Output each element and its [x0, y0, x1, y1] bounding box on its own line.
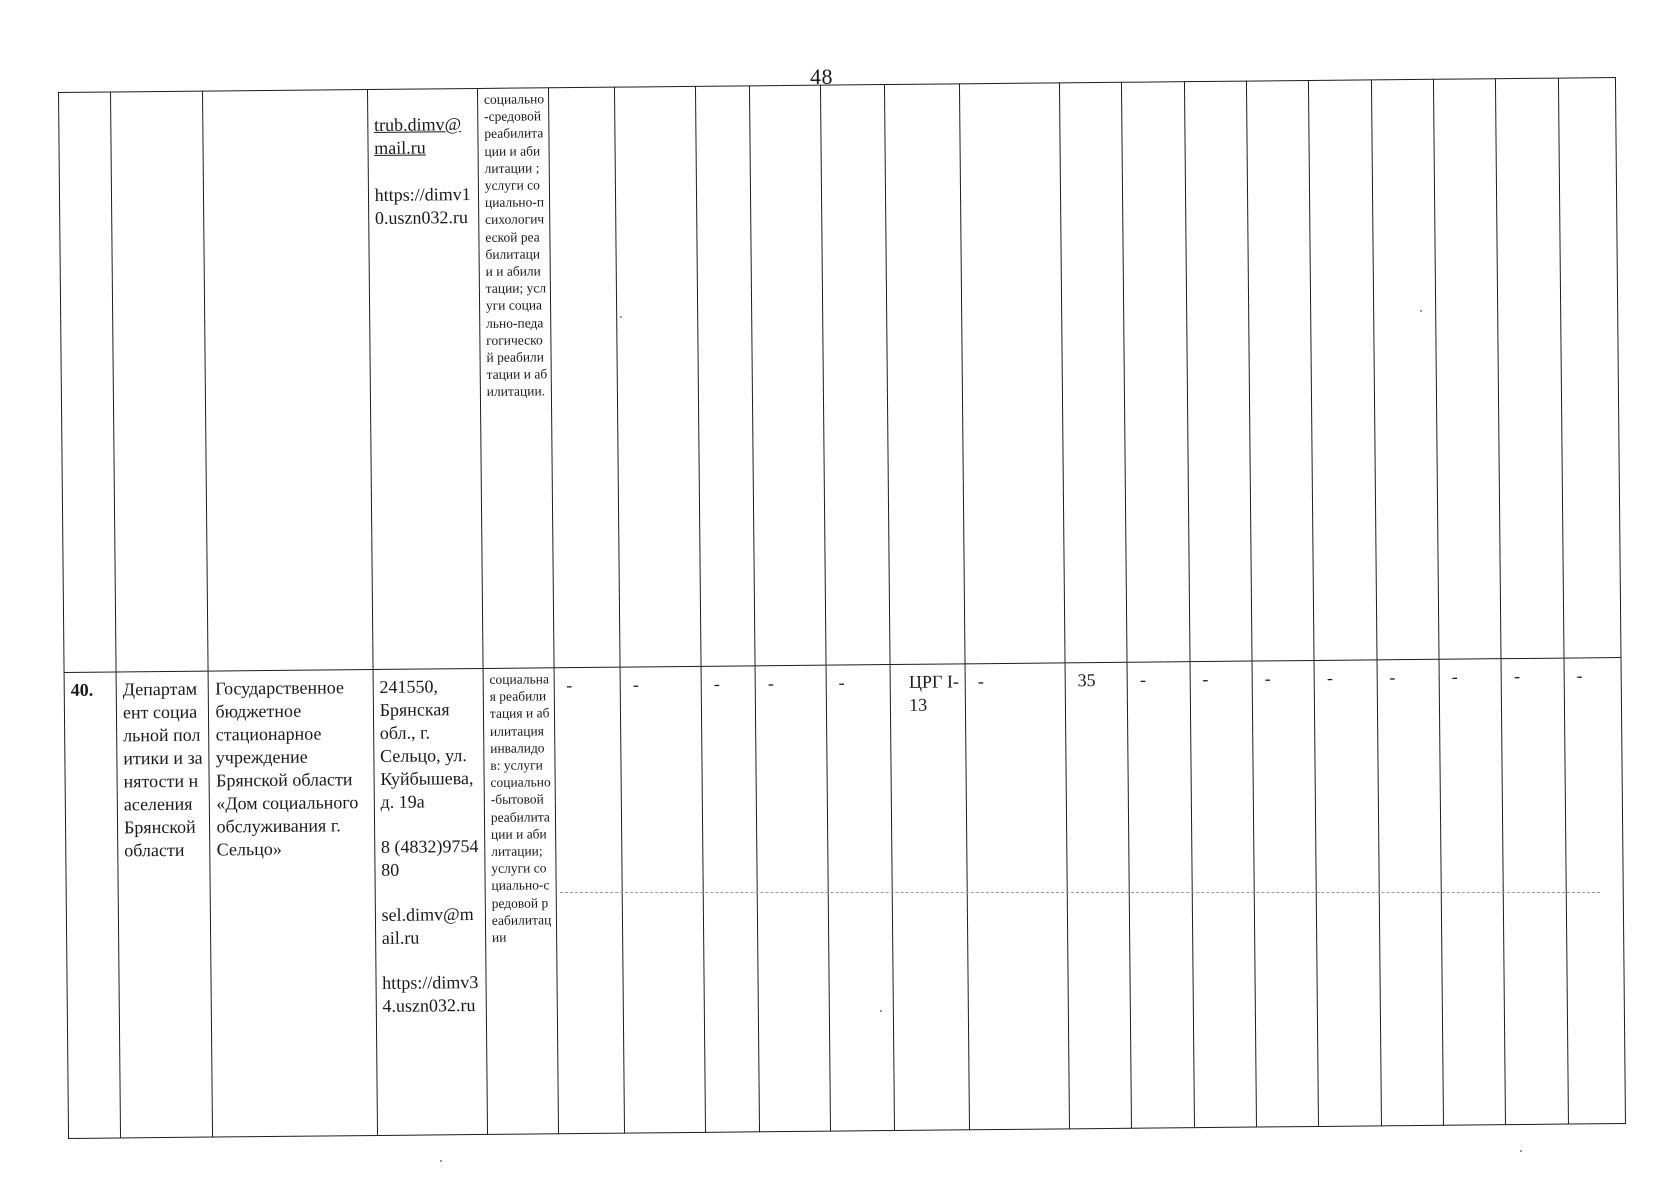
cell-col-14: - [1439, 659, 1506, 1126]
cell-col-12: - [1314, 660, 1381, 1127]
registry-sheet [58, 77, 1626, 1138]
cell-col-2 [615, 86, 702, 667]
cell-col-4 [750, 85, 826, 666]
cell-col-9: - [1127, 662, 1194, 1129]
cell-col-1: - [554, 667, 625, 1134]
cell-col-1 [548, 87, 620, 668]
cell-col-5 [820, 85, 890, 666]
cell-services: социально-средовой реабилитации и абилитации ; услуги социально-психологической реабилитации и абилитации; услуги социально-педагогической реабилитации и абилитации. [477, 88, 553, 669]
cell-department [110, 91, 208, 672]
table-row-40 [64, 658, 1625, 1139]
cell-col-16 [1558, 78, 1621, 659]
cell-col-14 [1433, 79, 1501, 660]
scan-artifact-dot [1520, 1150, 1522, 1152]
cell-col-5: - [826, 665, 895, 1132]
registry-table [58, 77, 1626, 1139]
table-row-continued [59, 78, 1621, 673]
address-text: 241550, Брянская обл., г. Сельцо, ул. Куйбышева, д. 19а [379, 676, 474, 812]
cell-col-12 [1309, 80, 1377, 661]
cell-col-16: - [1564, 658, 1626, 1125]
cell-col-13: - [1377, 659, 1444, 1126]
phone-text: 8 (4832)975480 [380, 835, 479, 880]
cell-col-3: - [701, 666, 760, 1132]
page-number: 48 [810, 64, 833, 89]
cell-institution: Государственное бюджетное стационарное учреждение Брянской области «Дом социального обслуживания г. Сельцо» [209, 670, 378, 1138]
scan-artifact-dot [620, 316, 622, 318]
cell-number: 40. [64, 672, 120, 1138]
scan-artifact-dot [1420, 310, 1422, 312]
cell-institution [203, 90, 373, 672]
cell-col-3 [696, 86, 756, 666]
cell-col-4: - [755, 665, 830, 1132]
cell-col-11: - [1252, 660, 1319, 1127]
cell-col-10: - [1190, 661, 1257, 1128]
cell-col-15: - [1501, 658, 1568, 1125]
cell-services: социальная реабилитация и абилитация инвалидов: услуги социально-бытовой реабилитации и абилитации; услуги социально-средовой реабилитации [483, 668, 558, 1135]
email-link[interactable]: trub.dimv@mail.ru [373, 114, 462, 158]
cell-col-8: 35 [1065, 662, 1132, 1129]
cell-col-9 [1122, 82, 1190, 663]
cell-number [59, 92, 117, 672]
cell-col-2: - [620, 666, 706, 1133]
cell-col-6: ЦРГ I-13 [890, 664, 969, 1131]
cell-col-6 [885, 84, 965, 665]
cell-col-7 [960, 83, 1065, 664]
scan-artifact-dot [880, 1010, 882, 1012]
website-link[interactable]: https://dimv34.uszn032.ru [382, 972, 479, 1016]
cell-col-8 [1059, 82, 1127, 663]
scan-artifact-line [560, 892, 1600, 894]
email-link[interactable]: sel.dimv@mail.ru [381, 904, 474, 948]
cell-col-7: - [965, 663, 1069, 1130]
cell-col-10 [1184, 81, 1252, 662]
cell-col-11 [1246, 80, 1314, 661]
cell-department: Департамент социальной политики и занятости населения Брянской области [116, 671, 213, 1138]
cell-col-15 [1496, 78, 1564, 659]
cell-contacts [373, 668, 488, 1135]
cell-col-13 [1371, 79, 1439, 660]
cell-contacts [367, 88, 483, 669]
website-link[interactable]: https://dimv10.uszn032.ru [374, 184, 471, 228]
scan-artifact-dot [440, 1160, 442, 1162]
